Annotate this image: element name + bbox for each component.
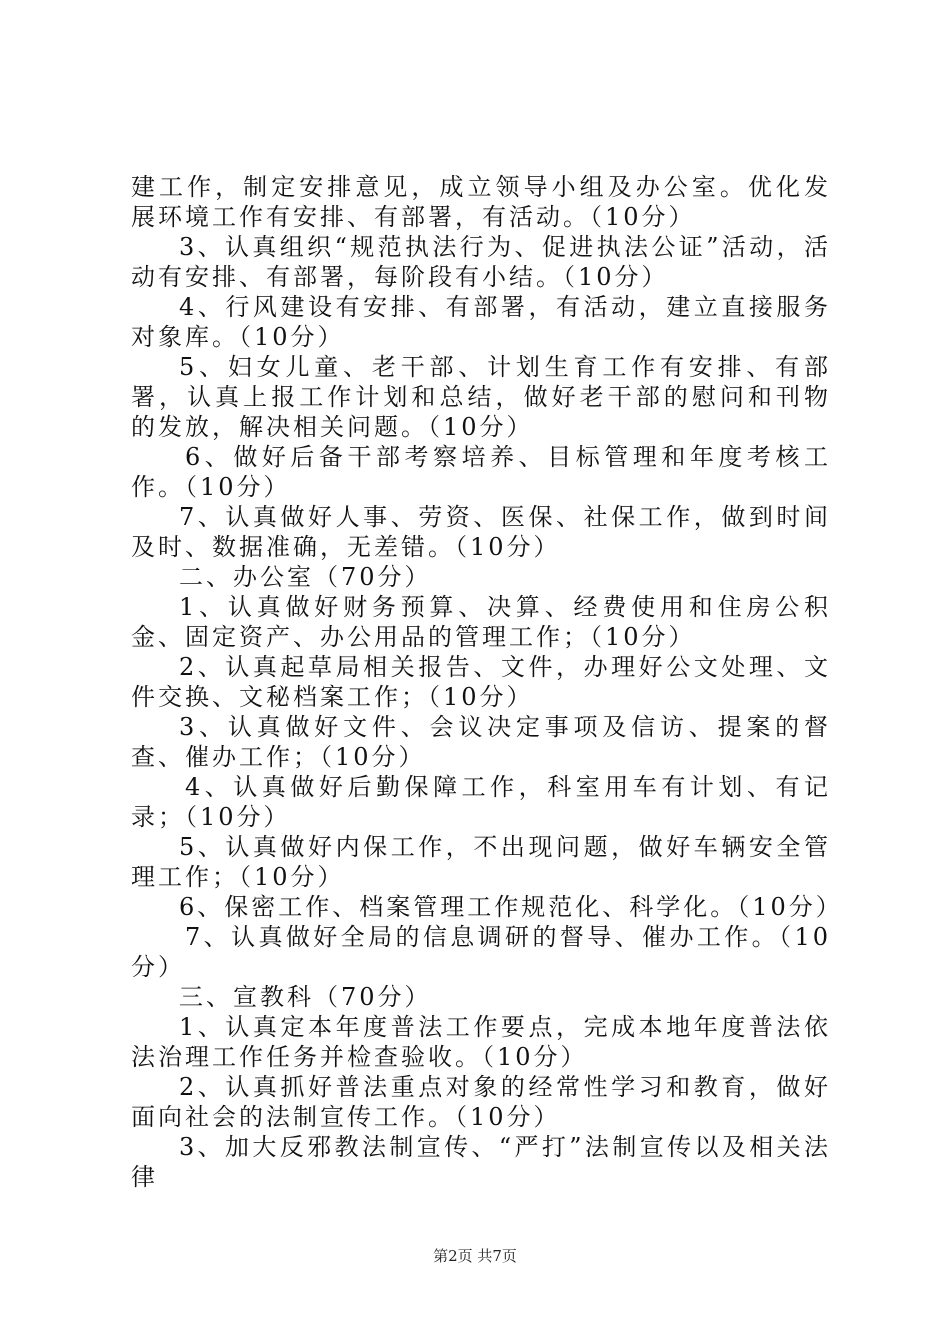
paragraph: 4、认真做好后勤保障工作，科室用车有计划、有记录；（10分） (131, 773, 831, 831)
section-heading: 二、办公室（70分） (179, 563, 432, 591)
paragraph: 建工作，制定安排意见，成立领导小组及办公室。优化发展环境工作有安排、有部署，有活动。（10分） (131, 173, 831, 231)
paragraph: 1、认真做好财务预算、决算、经费使用和住房公积金、固定资产、办公用品的管理工作；（10分） (131, 593, 831, 651)
paragraph: 2、认真抓好普法重点对象的经常性学习和教育，做好面向社会的法制宣传工作。（10分） (131, 1073, 831, 1131)
paragraph: 6、做好后备干部考察培养、目标管理和年度考核工作。（10分） (131, 443, 831, 501)
page-number-footer: 第2页 共7页 (433, 1247, 517, 1265)
paragraph: 5、认真做好内保工作，不出现问题，做好车辆安全管理工作；（10分） (131, 833, 831, 891)
document-body (131, 172, 843, 1192)
paragraph: 6、保密工作、档案管理工作规范化、科学化。（10分） (179, 893, 843, 921)
paragraph: 3、认真组织“规范执法行为、促进执法公证”活动，活动有安排、有部署，每阶段有小结。（10分） (131, 233, 831, 291)
paragraph: 5、妇女儿童、老干部、计划生育工作有安排、有部署，认真上报工作计划和总结，做好老干部的慰问和刊物的发放，解决相关问题。（10分） (131, 353, 831, 441)
paragraph: 4、行风建设有安排、有部署，有活动，建立直接服务对象库。（10分） (131, 293, 831, 351)
paragraph: 2、认真起草局相关报告、文件，办理好公文处理、文件交换、文秘档案工作；（10分） (131, 653, 831, 711)
paragraph: 7、认真做好人事、劳资、医保、社保工作，做到时间及时、数据准确，无差错。（10分） (131, 503, 831, 561)
paragraph: 1、认真定本年度普法工作要点，完成本地年度普法依法治理工作任务并检查验收。（10分） (131, 1013, 831, 1071)
section-heading: 三、宣教科（70分） (179, 983, 432, 1011)
paragraph: 7、认真做好全局的信息调研的督导、催办工作。（10分） (131, 923, 831, 981)
paragraph: 3、加大反邪教法制宣传、“严打”法制宣传以及相关法律 (131, 1133, 831, 1191)
paragraph: 3、认真做好文件、会议决定事项及信访、提案的督查、催办工作；（10分） (131, 713, 831, 771)
